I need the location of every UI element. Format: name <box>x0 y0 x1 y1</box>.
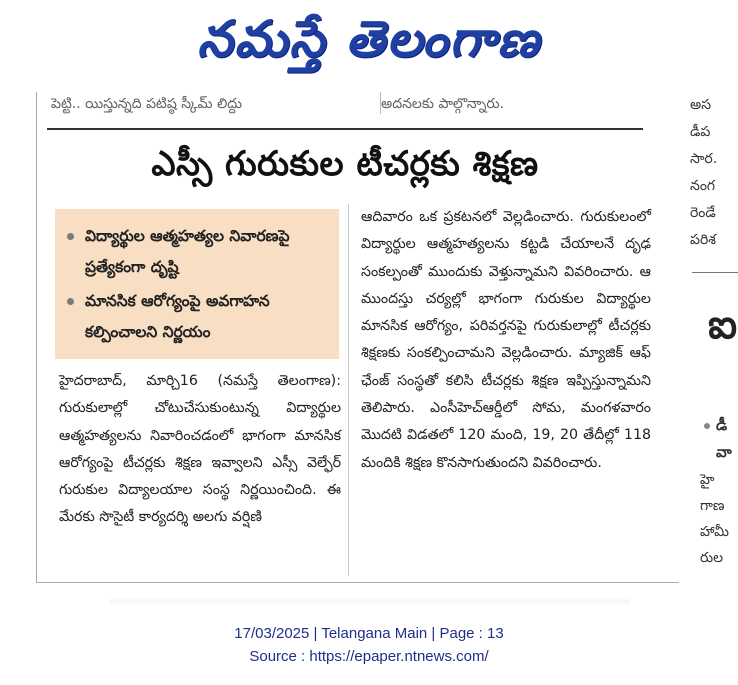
cut-off-line-right: అదనలకు పాల్గొన్నారు. <box>381 96 504 112</box>
highlight-text: విద్యార్థుల ఆత్మహత్యల నివారణపై ప్రత్యేకంగా దృష్టి <box>85 227 290 276</box>
column-divider <box>380 92 381 114</box>
highlights-list <box>55 209 339 348</box>
adjacent-line: అస <box>690 97 712 113</box>
adjacent-line: గాణ <box>700 498 725 514</box>
cut-off-line-left: పెట్టి.. యిస్తున్నది పటిష్ఠ స్కీమ్ లిద్దు <box>51 96 242 112</box>
adjacent-line: రెండే <box>690 205 716 221</box>
bullet-icon <box>67 298 74 305</box>
column-divider <box>348 204 349 576</box>
adjacent-line: పరిశ <box>690 232 716 248</box>
article-clipping <box>36 92 679 583</box>
highlight-item <box>65 286 331 348</box>
adjacent-line: సార. <box>690 151 718 167</box>
highlight-text: మానసిక ఆరోగ్యంపై అవగాహన కల్పించాలని నిర్ణయం <box>85 292 270 341</box>
highlights-box <box>55 209 339 359</box>
adjacent-headline-glyph: ఐ <box>708 302 738 348</box>
adjacent-line: రుల <box>700 550 724 566</box>
article-body-right-column: ఆదివారం ఒక ప్రకటనలో వెల్లడించారు. గురుకులంలో విద్యార్థుల ఆత్మహత్యలను కట్టడి చేయాలనే దృఢ సంకల్పంతో ముందుకు వెళ్తున్నామని వివరించారు. ఆ ముందస్తు చర్యల్లో భాగంగా గురుకుల విద్యార్థుల మానసిక ఆరోగ్యం, పరివర్తనపై గురుకులాల్లో టీచర్లకు శిక్షణకు సంకల్పించామని వెల్లడించారు. మ్యాజిక్ ఆఫ్ ఛేంజ్ సంస్థతో కలిసి టీచర్లకు శిక్షణ ఇప్పిస్తున్నామని తెలిపారు. ఎంసీహెచ్ఆర్డీలో సోమ, మంగళవారం మొదటి విడతలో 120 మంది, 19, 20 తేదీల్లో 118 మందికి శిక్షణ కొనసాగుతుందని వివరించారు. <box>361 209 651 471</box>
article-headline: ఎస్సీ గురుకుల టీచర్లకు శిక్షణ <box>151 144 539 184</box>
article-body-left-column: హైదరాబాద్, మార్చి16 (నమస్తే తెలంగాణ): గురుకులాల్లో చోటుచేసుకుంటున్న విద్యార్థుల ఆత్మహత్యలను నివారించడంలో భాగంగా మానసిక ఆరోగ్యంపై టీచర్లకు శిక్షణ ఇవ్వాలని ఎస్సీ వెల్ఫేర్ గురుకుల విద్యాలయాల సంస్థ నిర్ణయించింది. ఈ మేరకు సొసైటీ కార్యదర్శి అలగు వర్షిణి <box>59 373 341 526</box>
faded-strip <box>110 596 630 606</box>
adjacent-lines <box>690 92 738 254</box>
footer-date-page: 17/03/2025 | Telangana Main | Page : 13 <box>234 625 504 642</box>
highlight-item <box>65 221 331 283</box>
adjacent-bullet-text-2: వా <box>716 443 732 461</box>
adjacent-bullet <box>704 412 732 466</box>
adjacent-article-fragment <box>690 92 738 582</box>
adjacent-lower-lines <box>700 467 729 571</box>
bullet-icon <box>67 233 74 240</box>
masthead <box>0 0 738 80</box>
adjacent-line: డీప <box>690 124 711 140</box>
adjacent-rule <box>692 272 738 273</box>
adjacent-line: హై <box>700 472 715 488</box>
cut-off-previous-article <box>51 92 671 116</box>
masthead-logo: నమస్తే తెలంగాణ <box>197 10 541 68</box>
adjacent-line: నంగ <box>690 178 716 194</box>
footer-source: Source : https://epaper.ntnews.com/ <box>249 648 489 665</box>
headline-rule <box>47 128 643 130</box>
adjacent-bullet-text: డీ <box>716 416 728 434</box>
bullet-icon <box>704 423 710 429</box>
adjacent-line: హామీ <box>700 524 729 540</box>
page-footer <box>0 622 738 668</box>
